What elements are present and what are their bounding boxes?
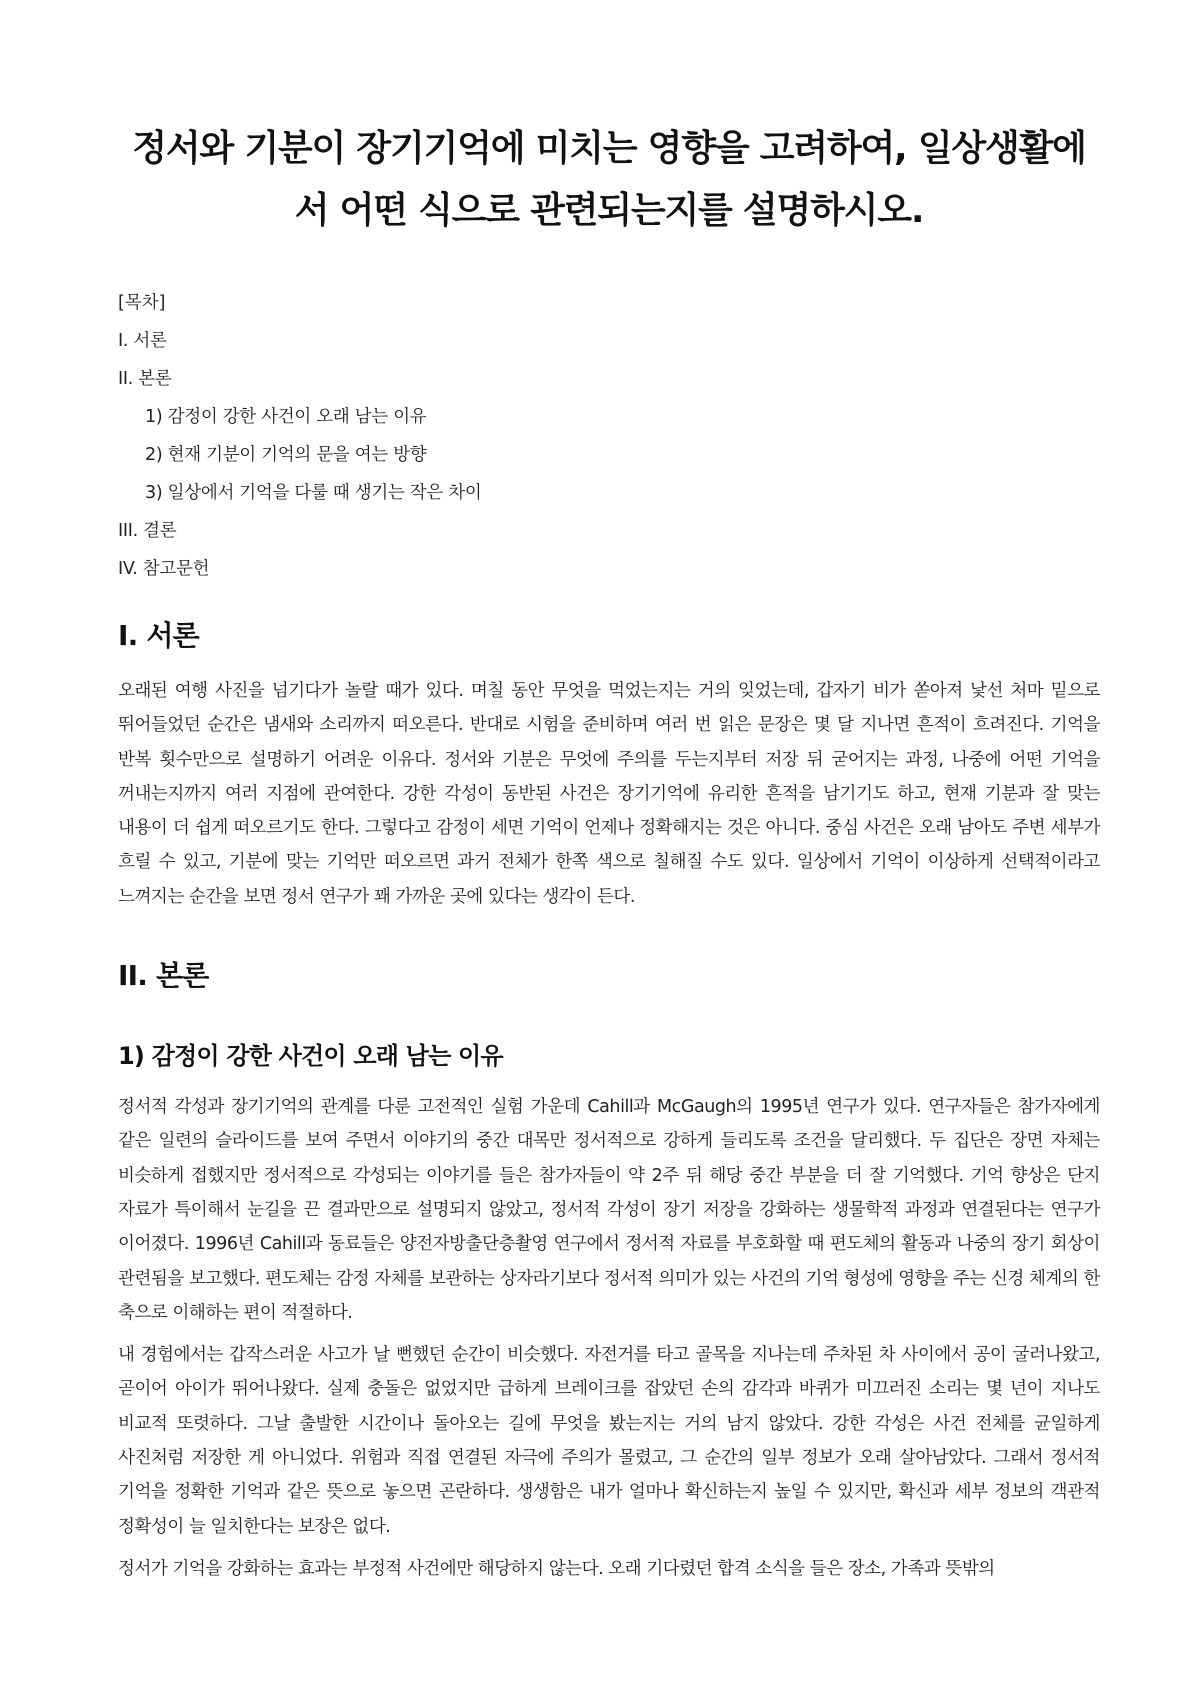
toc-heading: [목차]: [118, 293, 166, 313]
toc-item-intro: I. 서론: [118, 331, 167, 351]
document-title: 정서와 기분이 장기기억에 미치는 영향을 고려하여, 일상생활에서 어떤 식으로 관련되는지를 설명하시오.: [132, 128, 1086, 231]
intro-heading: I. 서론: [118, 619, 199, 652]
toc-item-body-1: 1) 감정이 강한 사건이 오래 남는 이유: [145, 407, 427, 427]
subsection-1-paragraph-1: 정서적 각성과 장기기억의 관계를 다룬 고전적인 실험 가운데 Cahill과 McGaugh의 1995년 연구가 있다. 연구자들은 참가자에게 같은 일련의 슬라이드를 보여 주면서 이야기의 중간 대목만 정서적으로 강하게 들리도록 조건을 달리했다. 두 집단은 장면 자체는 비슷하게 접했지만 정서적으로 각성되는 이야기를 들은 참가자들이 약 2주 뒤 해당 중간 부분을 더 잘 기억했다. 기억 향상은 단지 자료가 특이해서 눈길을 끈 결과만으로 설명되지 않았고, 정서적 각성이 장기 저장을 강화하는 생물학적 과정과 연결된다는 연구가 이어졌다. 1996년 Cahill과 동료들은 양전자방출단층촬영 연구에서 정서적 자료를 부호화할 때 편도체의 활동과 나중의 장기 회상이 관련됨을 보고했다. 편도체는 감정 자체를 보관하는 상자라기보다 정서적 의미가 있는 사건의 기억 형성에 영향을 주는 신경 체계의 한 축으로 이해하는 편이 적절하다.: [118, 1097, 1100, 1323]
toc-item-body-3: 3) 일상에서 기억을 다룰 때 생기는 작은 차이: [145, 483, 482, 503]
subsection-1-paragraph-3: 정서가 기억을 강화하는 효과는 부정적 사건에만 해당하지 않는다. 오래 기다렸던 합격 소식을 들은 장소, 가족과 뜻밖의: [118, 1558, 995, 1579]
toc-item-body-2: 2) 현재 기분이 기억의 문을 여는 방향: [145, 445, 427, 465]
body-section: [118, 954, 1100, 1586]
toc-list: [118, 322, 1100, 588]
body-subsection-1: [118, 1036, 1100, 1586]
intro-section: [118, 614, 1100, 914]
toc-item-body: II. 본론: [118, 369, 172, 389]
body-heading: II. 본론: [118, 959, 209, 993]
intro-paragraph: 오래된 여행 사진을 넘기다가 놀랄 때가 있다. 며칠 동안 무엇을 먹었는지는 거의 잊었는데, 갑자기 비가 쏟아져 낯선 처마 밑으로 뛰어들었던 순간은 냄새와 소리까지 떠오른다. 반대로 시험을 준비하며 여러 번 읽은 문장은 몇 달 지나면 흔적이 흐려진다. 기억을 반복 횟수만으로 설명하기 어려운 이유다. 정서와 기분은 무엇에 주의를 두는지부터 저장 뒤 굳어지는 과정, 나중에 어떤 기억을 꺼내는지까지 여러 지점에 관여한다. 강한 각성이 동반된 사건은 장기기억에 유리한 흔적을 남기기도 하고, 현재 기분과 잘 맞는 내용이 더 쉽게 떠오르기도 한다. 그렇다고 감정이 세면 기억이 언제나 정확해지는 것은 아니다. 중심 사건은 오래 남아도 주변 세부가 흐릴 수 있고, 기분에 맞는 기억만 떠오르면 과거 전체가 한쪽 색으로 칠해질 수도 있다. 일상에서 기억이 이상하게 선택적이라고 느껴지는 순간을 보면 정서 연구가 꽤 가까운 곳에 있다는 생각이 든다.: [118, 681, 1100, 907]
table-of-contents: [118, 284, 1100, 588]
toc-item-references: IV. 참고문헌: [118, 559, 210, 579]
subsection-1-heading: 1) 감정이 강한 사건이 오래 남는 이유: [118, 1042, 503, 1071]
toc-item-conclusion: III. 결론: [118, 521, 177, 541]
subsection-1-paragraph-2: 내 경험에서는 갑작스러운 사고가 날 뻔했던 순간이 비슷했다. 자전거를 타고 골목을 지나는데 주차된 차 사이에서 공이 굴러나왔고, 곧이어 아이가 뛰어나왔다. 실제 충돌은 없었지만 급하게 브레이크를 잡았던 손의 감각과 바퀴가 미끄러진 소리는 몇 년이 지나도 비교적 또렷하다. 그날 출발한 시간이나 돌아오는 길에 무엇을 봤는지는 거의 남지 않았다. 강한 각성은 사건 전체를 균일하게 사진처럼 저장한 게 아니었다. 위험과 직접 연결된 자극에 주의가 몰렸고, 그 순간의 일부 정보가 오래 살아남았다. 그래서 정서적 기억을 정확한 기억과 같은 뜻으로 놓으면 곤란하다. 생생함은 내가 얼마나 확신하는지 높일 수 있지만, 확신과 세부 정보의 객관적 정확성이 늘 일치한다는 보장은 없다.: [118, 1345, 1100, 1537]
